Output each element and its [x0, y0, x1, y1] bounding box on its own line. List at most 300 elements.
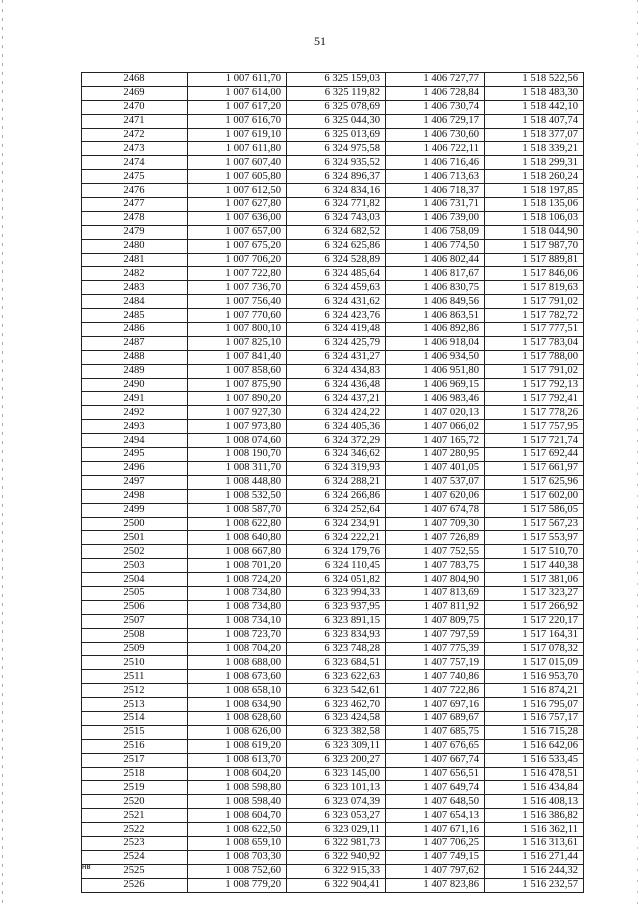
table-row — [82, 100, 584, 114]
table-row — [82, 864, 584, 878]
coordinate-cell: 1 007 611,80 — [188, 142, 287, 156]
coordinate-cell: 1 516 232,57 — [485, 878, 584, 892]
table-row — [82, 281, 584, 295]
coordinate-cell: 1 517 164,31 — [485, 628, 584, 642]
point-number-cell: 2523 — [82, 836, 188, 850]
coordinate-cell: 1 406 892,86 — [386, 323, 485, 337]
table-row — [82, 600, 584, 614]
table-row — [82, 211, 584, 225]
coordinate-cell: 6 324 434,83 — [287, 364, 386, 378]
coordinate-cell: 6 324 346,62 — [287, 448, 386, 462]
point-number-cell: 2502 — [82, 545, 188, 559]
coordinate-cell: 1 407 797,59 — [386, 628, 485, 642]
scan-edge-left — [2, 0, 3, 905]
coordinate-cell: 1 517 323,27 — [485, 586, 584, 600]
coordinate-cell: 1 407 752,55 — [386, 545, 485, 559]
coordinate-cell: 6 323 424,58 — [287, 711, 386, 725]
point-number-cell: 2509 — [82, 642, 188, 656]
point-number-cell: 2489 — [82, 364, 188, 378]
coordinate-cell: 1 406 713,63 — [386, 170, 485, 184]
coordinate-cell: 1 517 788,00 — [485, 350, 584, 364]
coordinate-cell: 6 323 834,93 — [287, 628, 386, 642]
coordinate-cell: 1 407 740,86 — [386, 670, 485, 684]
coordinate-cell: 6 325 044,30 — [287, 114, 386, 128]
table-row — [82, 156, 584, 170]
coordinate-cell: 1 518 407,74 — [485, 114, 584, 128]
table-row — [82, 364, 584, 378]
point-number-cell: 2497 — [82, 475, 188, 489]
coordinate-cell: 1 517 567,23 — [485, 517, 584, 531]
coordinate-cell: 1 518 442,10 — [485, 100, 584, 114]
coordinate-cell: 1 516 953,70 — [485, 670, 584, 684]
point-number-cell: 2512 — [82, 684, 188, 698]
coordinate-cell: 1 406 802,44 — [386, 253, 485, 267]
coordinate-cell: 6 324 288,21 — [287, 475, 386, 489]
coordinate-cell: 1 007 616,70 — [188, 114, 287, 128]
coordinate-cell: 6 324 834,16 — [287, 184, 386, 198]
point-number-cell: 2514 — [82, 711, 188, 725]
coordinate-cell: 6 324 743,03 — [287, 211, 386, 225]
coordinate-cell: 1 407 783,75 — [386, 559, 485, 573]
coordinate-cell: 1 407 020,13 — [386, 406, 485, 420]
point-number-cell: 2477 — [82, 198, 188, 212]
coordinate-cell: 1 406 817,67 — [386, 267, 485, 281]
coordinates-table — [81, 72, 584, 893]
table-row — [82, 475, 584, 489]
footer-mark: нв — [82, 862, 91, 871]
table-row — [82, 781, 584, 795]
point-number-cell: 2470 — [82, 100, 188, 114]
coordinate-cell: 6 324 252,64 — [287, 503, 386, 517]
coordinate-cell: 1 518 483,30 — [485, 86, 584, 100]
coordinate-cell: 1 518 522,56 — [485, 73, 584, 87]
table-row — [82, 711, 584, 725]
coordinate-cell: 6 324 437,21 — [287, 392, 386, 406]
coordinate-cell: 1 518 260,24 — [485, 170, 584, 184]
coordinate-cell: 1 008 659,10 — [188, 836, 287, 850]
coordinate-cell: 1 517 889,81 — [485, 253, 584, 267]
coordinate-cell: 1 407 648,50 — [386, 795, 485, 809]
coordinate-cell: 1 406 727,77 — [386, 73, 485, 87]
coordinate-cell: 1 407 809,75 — [386, 614, 485, 628]
coordinate-cell: 6 323 462,70 — [287, 698, 386, 712]
point-number-cell: 2504 — [82, 573, 188, 587]
coordinate-cell: 6 324 423,76 — [287, 309, 386, 323]
coordinate-cell: 1 516 533,45 — [485, 753, 584, 767]
point-number-cell: 2478 — [82, 211, 188, 225]
coordinate-cell: 1 406 849,56 — [386, 295, 485, 309]
coordinate-cell: 1 008 704,20 — [188, 642, 287, 656]
coordinate-cell: 1 518 106,03 — [485, 211, 584, 225]
table-row — [82, 489, 584, 503]
table-row — [82, 198, 584, 212]
point-number-cell: 2522 — [82, 823, 188, 837]
coordinate-cell: 6 323 748,28 — [287, 642, 386, 656]
coordinate-cell: 1 407 697,16 — [386, 698, 485, 712]
coordinate-cell: 1 407 749,15 — [386, 850, 485, 864]
point-number-cell: 2476 — [82, 184, 188, 198]
coordinate-cell: 1 007 675,20 — [188, 239, 287, 253]
coordinate-cell: 1 407 656,51 — [386, 767, 485, 781]
coordinate-cell: 1 007 927,30 — [188, 406, 287, 420]
coordinate-cell: 1 007 722,80 — [188, 267, 287, 281]
coordinate-cell: 1 407 620,06 — [386, 489, 485, 503]
coordinate-cell: 1 007 657,00 — [188, 225, 287, 239]
coordinate-cell: 6 325 119,82 — [287, 86, 386, 100]
table-row — [82, 642, 584, 656]
coordinate-cell: 1 008 640,80 — [188, 531, 287, 545]
coordinate-cell: 1 517 381,06 — [485, 573, 584, 587]
coordinate-cell: 6 323 101,13 — [287, 781, 386, 795]
coordinate-cell: 1 407 706,25 — [386, 836, 485, 850]
table-row — [82, 586, 584, 600]
point-number-cell: 2515 — [82, 725, 188, 739]
point-number-cell: 2491 — [82, 392, 188, 406]
coordinate-cell: 1 007 614,00 — [188, 86, 287, 100]
coordinate-cell: 1 517 819,63 — [485, 281, 584, 295]
table-row — [82, 434, 584, 448]
coordinate-cell: 1 516 642,06 — [485, 739, 584, 753]
coordinate-cell: 1 008 074,60 — [188, 434, 287, 448]
coordinate-cell: 6 323 309,11 — [287, 739, 386, 753]
coordinate-cell: 1 517 266,92 — [485, 600, 584, 614]
coordinate-cell: 1 406 830,75 — [386, 281, 485, 295]
table-row — [82, 350, 584, 364]
point-number-cell: 2520 — [82, 795, 188, 809]
table-row — [82, 573, 584, 587]
coordinate-cell: 1 517 987,70 — [485, 239, 584, 253]
coordinate-cell: 6 324 625,86 — [287, 239, 386, 253]
point-number-cell: 2498 — [82, 489, 188, 503]
point-number-cell: 2492 — [82, 406, 188, 420]
point-number-cell: 2513 — [82, 698, 188, 712]
coordinate-cell: 1 406 718,37 — [386, 184, 485, 198]
table-row — [82, 559, 584, 573]
coordinate-cell: 6 324 975,58 — [287, 142, 386, 156]
coordinate-cell: 1 008 598,80 — [188, 781, 287, 795]
point-number-cell: 2496 — [82, 461, 188, 475]
table-row — [82, 406, 584, 420]
coordinate-cell: 1 008 604,70 — [188, 809, 287, 823]
coordinate-cell: 1 008 667,80 — [188, 545, 287, 559]
coordinate-cell: 1 407 537,07 — [386, 475, 485, 489]
coordinate-cell: 1 516 313,61 — [485, 836, 584, 850]
coordinate-cell: 1 517 692,44 — [485, 448, 584, 462]
coordinate-cell: 1 008 622,80 — [188, 517, 287, 531]
point-number-cell: 2499 — [82, 503, 188, 517]
coordinate-cell: 1 406 863,51 — [386, 309, 485, 323]
table-row — [82, 753, 584, 767]
coordinate-cell: 1 518 135,06 — [485, 198, 584, 212]
coordinate-cell: 6 323 382,58 — [287, 725, 386, 739]
point-number-cell: 2503 — [82, 559, 188, 573]
coordinate-cell: 1 407 649,74 — [386, 781, 485, 795]
coordinate-cell: 1 008 779,20 — [188, 878, 287, 892]
coordinate-cell: 6 322 981,73 — [287, 836, 386, 850]
coordinate-cell: 1 517 792,41 — [485, 392, 584, 406]
coordinate-cell: 1 008 734,80 — [188, 600, 287, 614]
coordinate-cell: 1 007 770,60 — [188, 309, 287, 323]
coordinate-cell: 1 407 709,30 — [386, 517, 485, 531]
coordinate-cell: 6 324 896,37 — [287, 170, 386, 184]
coordinate-cell: 1 008 311,70 — [188, 461, 287, 475]
coordinate-cell: 1 008 703,30 — [188, 850, 287, 864]
coordinate-cell: 1 406 969,15 — [386, 378, 485, 392]
coordinate-cell: 1 517 721,74 — [485, 434, 584, 448]
coordinate-cell: 1 406 934,50 — [386, 350, 485, 364]
coordinate-cell: 6 322 904,41 — [287, 878, 386, 892]
coordinate-cell: 1 406 731,71 — [386, 198, 485, 212]
coordinate-cell: 1 407 685,75 — [386, 725, 485, 739]
table-row — [82, 836, 584, 850]
coordinate-cell: 6 323 053,27 — [287, 809, 386, 823]
coordinate-cell: 6 323 994,33 — [287, 586, 386, 600]
coordinate-cell: 1 407 722,86 — [386, 684, 485, 698]
coordinate-cell: 1 517 783,04 — [485, 336, 584, 350]
coordinate-cell: 1 406 729,17 — [386, 114, 485, 128]
table-row — [82, 767, 584, 781]
table-row — [82, 86, 584, 100]
table-row — [82, 670, 584, 684]
point-number-cell: 2501 — [82, 531, 188, 545]
coordinate-cell: 6 323 542,61 — [287, 684, 386, 698]
point-number-cell: 2518 — [82, 767, 188, 781]
coordinate-cell: 1 008 598,40 — [188, 795, 287, 809]
point-number-cell: 2481 — [82, 253, 188, 267]
table-row — [82, 323, 584, 337]
coordinate-cell: 1 517 440,38 — [485, 559, 584, 573]
point-number-cell: 2482 — [82, 267, 188, 281]
coordinate-cell: 1 008 622,50 — [188, 823, 287, 837]
coordinate-cell: 1 406 730,74 — [386, 100, 485, 114]
table-row — [82, 184, 584, 198]
point-number-cell: 2525 — [82, 864, 188, 878]
table-row — [82, 267, 584, 281]
coordinate-cell: 1 007 736,70 — [188, 281, 287, 295]
coordinate-cell: 1 407 757,19 — [386, 656, 485, 670]
coordinate-cell: 1 007 612,50 — [188, 184, 287, 198]
table-row — [82, 684, 584, 698]
coordinate-cell: 1 517 791,02 — [485, 295, 584, 309]
coordinate-cell: 1 406 722,11 — [386, 142, 485, 156]
coordinate-cell: 1 518 197,85 — [485, 184, 584, 198]
coordinate-cell: 1 007 605,80 — [188, 170, 287, 184]
coordinate-cell: 1 516 271,44 — [485, 850, 584, 864]
coordinate-cell: 1 407 654,13 — [386, 809, 485, 823]
coordinate-cell: 6 324 935,52 — [287, 156, 386, 170]
point-number-cell: 2486 — [82, 323, 188, 337]
point-number-cell: 2490 — [82, 378, 188, 392]
coordinate-cell: 1 008 752,60 — [188, 864, 287, 878]
coordinate-cell: 6 324 179,76 — [287, 545, 386, 559]
coordinate-cell: 1 008 634,90 — [188, 698, 287, 712]
coordinate-cell: 1 008 734,80 — [188, 586, 287, 600]
coordinate-cell: 1 407 804,90 — [386, 573, 485, 587]
coordinate-cell: 1 407 797,62 — [386, 864, 485, 878]
point-number-cell: 2480 — [82, 239, 188, 253]
table-row — [82, 392, 584, 406]
coordinate-cell: 6 324 234,91 — [287, 517, 386, 531]
coordinate-cell: 1 008 734,10 — [188, 614, 287, 628]
coordinate-cell: 1 407 165,72 — [386, 434, 485, 448]
point-number-cell: 2468 — [82, 73, 188, 87]
coordinate-cell: 1 008 604,20 — [188, 767, 287, 781]
coordinate-cell: 1 007 611,70 — [188, 73, 287, 87]
coordinate-cell: 1 407 671,16 — [386, 823, 485, 837]
coordinate-cell: 6 324 405,36 — [287, 420, 386, 434]
coordinate-cell: 1 008 724,20 — [188, 573, 287, 587]
table-row — [82, 725, 584, 739]
point-number-cell: 2469 — [82, 86, 188, 100]
table-row — [82, 461, 584, 475]
coordinate-cell: 1 516 757,17 — [485, 711, 584, 725]
point-number-cell: 2494 — [82, 434, 188, 448]
point-number-cell: 2524 — [82, 850, 188, 864]
point-number-cell: 2479 — [82, 225, 188, 239]
coordinate-cell: 1 008 619,20 — [188, 739, 287, 753]
point-number-cell: 2517 — [82, 753, 188, 767]
coordinate-cell: 1 406 983,46 — [386, 392, 485, 406]
table-row — [82, 517, 584, 531]
coordinate-cell: 1 407 689,67 — [386, 711, 485, 725]
point-number-cell: 2493 — [82, 420, 188, 434]
coordinate-cell: 1 008 701,20 — [188, 559, 287, 573]
coordinate-cell: 6 323 937,95 — [287, 600, 386, 614]
coordinate-cell: 1 407 066,02 — [386, 420, 485, 434]
point-number-cell: 2495 — [82, 448, 188, 462]
coordinate-cell: 1 407 823,86 — [386, 878, 485, 892]
point-number-cell: 2471 — [82, 114, 188, 128]
coordinate-cell: 1 516 715,28 — [485, 725, 584, 739]
coordinate-cell: 6 325 078,69 — [287, 100, 386, 114]
coordinate-cell: 1 517 777,51 — [485, 323, 584, 337]
coordinate-cell: 1 407 676,65 — [386, 739, 485, 753]
table-row — [82, 545, 584, 559]
coordinate-cell: 1 516 408,13 — [485, 795, 584, 809]
coordinate-cell: 1 008 723,70 — [188, 628, 287, 642]
coordinate-cell: 6 324 485,64 — [287, 267, 386, 281]
coordinate-cell: 1 517 757,95 — [485, 420, 584, 434]
point-number-cell: 2519 — [82, 781, 188, 795]
table-row — [82, 73, 584, 87]
coordinate-cell: 6 323 200,27 — [287, 753, 386, 767]
coordinate-cell: 1 007 825,10 — [188, 336, 287, 350]
coordinate-cell: 1 517 553,97 — [485, 531, 584, 545]
table-row — [82, 239, 584, 253]
coordinate-cell: 6 322 940,92 — [287, 850, 386, 864]
point-number-cell: 2484 — [82, 295, 188, 309]
scan-edge-right — [637, 0, 638, 905]
point-number-cell: 2516 — [82, 739, 188, 753]
coordinate-cell: 1 007 875,90 — [188, 378, 287, 392]
coordinate-cell: 1 518 299,31 — [485, 156, 584, 170]
coordinate-cell: 1 517 792,13 — [485, 378, 584, 392]
table-row — [82, 809, 584, 823]
table-row — [82, 128, 584, 142]
point-number-cell: 2505 — [82, 586, 188, 600]
table-row — [82, 225, 584, 239]
table-row — [82, 114, 584, 128]
coordinate-cell: 1 406 739,00 — [386, 211, 485, 225]
coordinate-cell: 1 007 619,10 — [188, 128, 287, 142]
table-row — [82, 739, 584, 753]
point-number-cell: 2474 — [82, 156, 188, 170]
coordinate-cell: 6 324 431,62 — [287, 295, 386, 309]
coordinate-cell: 1 007 627,80 — [188, 198, 287, 212]
point-number-cell: 2511 — [82, 670, 188, 684]
coordinate-cell: 6 324 436,48 — [287, 378, 386, 392]
table-row — [82, 142, 584, 156]
page-number: 51 — [314, 34, 326, 48]
point-number-cell: 2526 — [82, 878, 188, 892]
coordinate-cell: 1 518 377,07 — [485, 128, 584, 142]
coordinate-cell: 1 008 673,60 — [188, 670, 287, 684]
coordinate-cell: 6 323 074,39 — [287, 795, 386, 809]
coordinate-cell: 1 008 688,00 — [188, 656, 287, 670]
point-number-cell: 2488 — [82, 350, 188, 364]
coordinate-cell: 6 324 372,29 — [287, 434, 386, 448]
coordinate-cell: 1 007 636,00 — [188, 211, 287, 225]
point-number-cell: 2483 — [82, 281, 188, 295]
point-number-cell: 2507 — [82, 614, 188, 628]
coordinate-cell: 1 008 628,60 — [188, 711, 287, 725]
coordinate-cell: 1 518 339,21 — [485, 142, 584, 156]
coordinate-cell: 1 007 800,10 — [188, 323, 287, 337]
coordinate-cell: 1 406 951,80 — [386, 364, 485, 378]
table-row — [82, 336, 584, 350]
coordinate-cell: 1 008 448,80 — [188, 475, 287, 489]
coordinate-cell: 6 323 622,63 — [287, 670, 386, 684]
coordinate-cell: 6 323 145,00 — [287, 767, 386, 781]
coordinate-cell: 1 007 756,40 — [188, 295, 287, 309]
table-row — [82, 295, 584, 309]
point-number-cell: 2472 — [82, 128, 188, 142]
coordinate-cell: 1 407 667,74 — [386, 753, 485, 767]
table-row — [82, 795, 584, 809]
coordinate-cell: 1 407 775,39 — [386, 642, 485, 656]
coordinate-cell: 1 516 362,11 — [485, 823, 584, 837]
coordinate-cell: 1 516 795,07 — [485, 698, 584, 712]
coordinate-cell: 6 323 684,51 — [287, 656, 386, 670]
coordinate-cell: 1 406 758,09 — [386, 225, 485, 239]
coordinate-cell: 1 407 401,05 — [386, 461, 485, 475]
coordinate-cell: 1 517 586,05 — [485, 503, 584, 517]
coordinate-cell: 1 516 874,21 — [485, 684, 584, 698]
table-row — [82, 698, 584, 712]
coordinate-cell: 1 407 674,78 — [386, 503, 485, 517]
coordinate-cell: 1 406 730,60 — [386, 128, 485, 142]
coordinate-cell: 1 517 625,96 — [485, 475, 584, 489]
coordinate-cell: 1 007 706,20 — [188, 253, 287, 267]
table-row — [82, 614, 584, 628]
coordinate-cell: 1 407 726,89 — [386, 531, 485, 545]
coordinate-cell: 6 323 891,15 — [287, 614, 386, 628]
coordinate-cell: 1 008 658,10 — [188, 684, 287, 698]
point-number-cell: 2473 — [82, 142, 188, 156]
coordinate-cell: 6 324 431,27 — [287, 350, 386, 364]
table-row — [82, 309, 584, 323]
coordinate-cell: 1 517 791,02 — [485, 364, 584, 378]
table-row — [82, 378, 584, 392]
point-number-cell: 2508 — [82, 628, 188, 642]
coordinate-cell: 1 517 015,09 — [485, 656, 584, 670]
coordinate-cell: 6 324 419,48 — [287, 323, 386, 337]
coordinate-cell: 6 324 425,79 — [287, 336, 386, 350]
coordinate-cell: 1 008 613,70 — [188, 753, 287, 767]
coordinate-cell: 6 324 528,89 — [287, 253, 386, 267]
coordinate-cell: 1 406 774,50 — [386, 239, 485, 253]
coordinate-cell: 1 007 858,60 — [188, 364, 287, 378]
